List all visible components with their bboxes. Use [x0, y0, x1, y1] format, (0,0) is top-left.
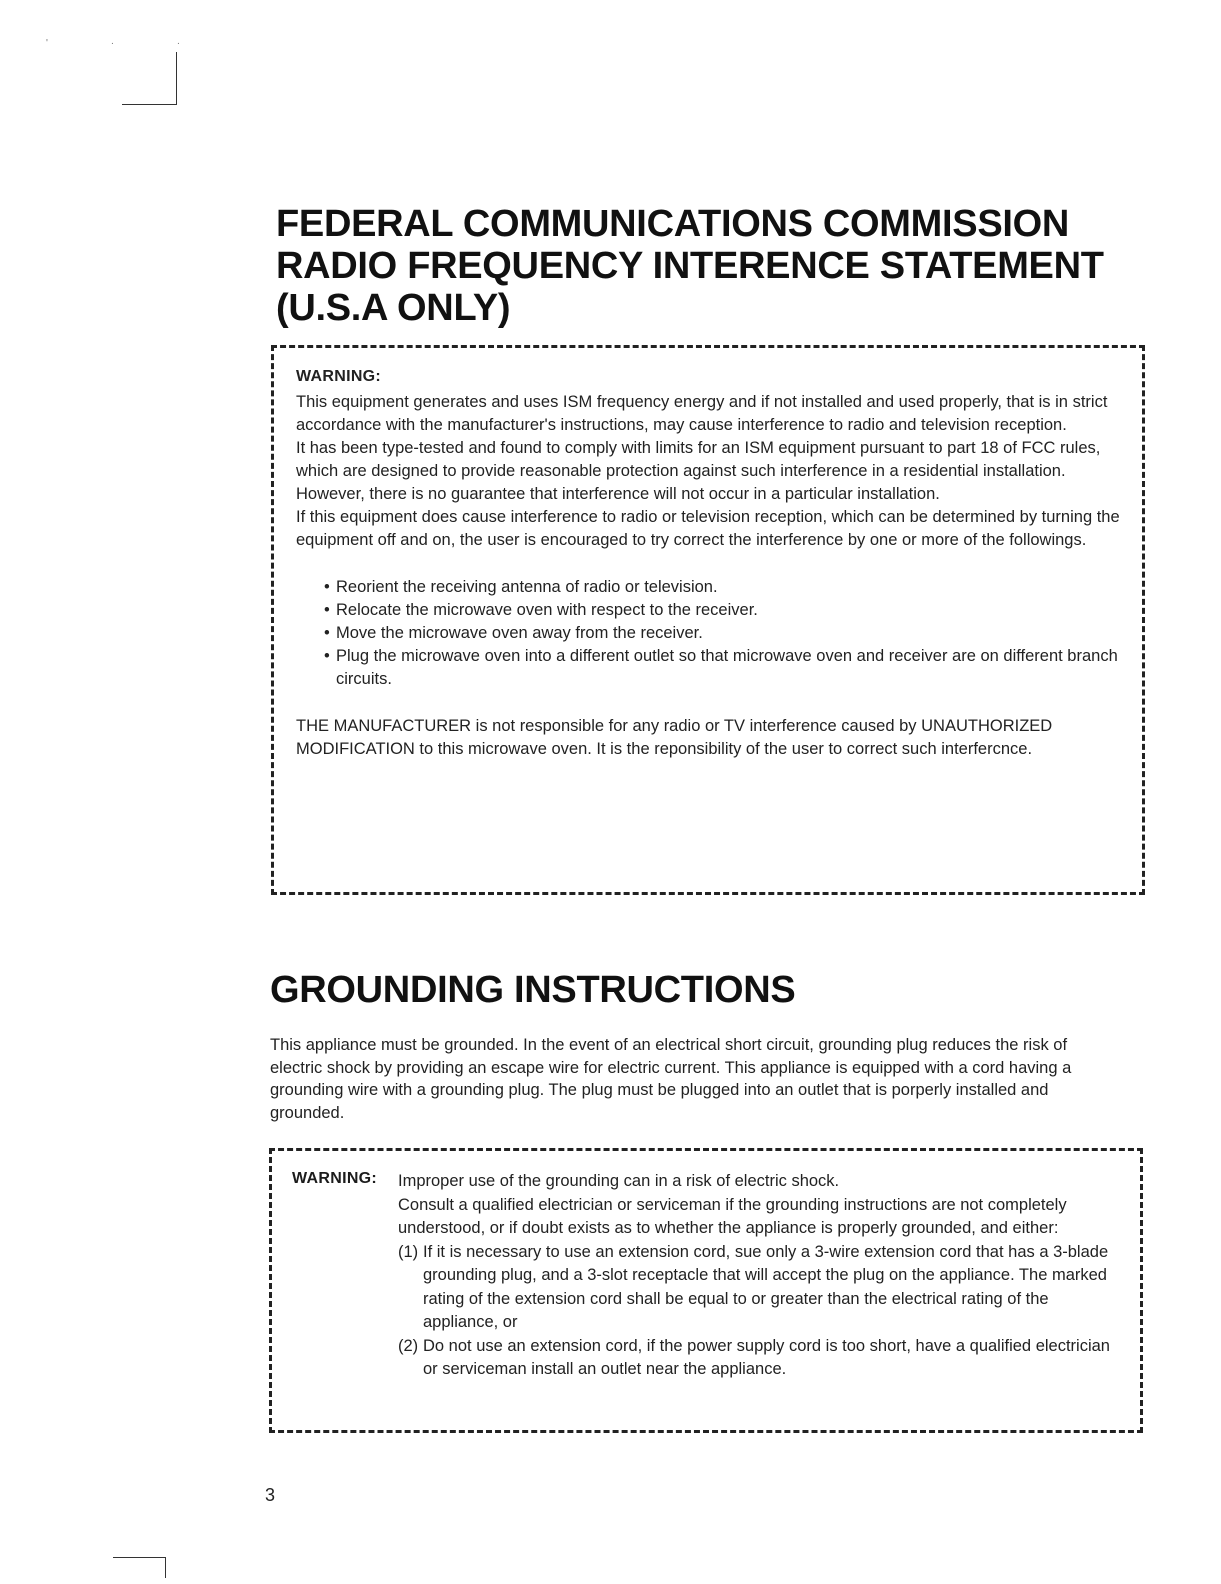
fcc-title-line-3: (U.S.A ONLY): [276, 287, 511, 329]
grounding-warning-consult: Consult a qualified electrician or serviceman if the grounding instructions are not completely understood, or if doubt exists as to whether the appliance is properly grounded, and either:: [398, 1195, 1067, 1237]
list-item: • Reorient the receiving antenna of radio or television.: [324, 576, 1126, 599]
list-item: [398, 1241, 1120, 1335]
item-text: If it is necessary to use an extension cord, sue only a 3-wire extension cord that has a 3-blade grounding plug, and a 3-slot receptacle that will accept the plug on the appliance. The marked rating of the extension cord shall be equal to or greater than the electrical rating of the appliance, or: [423, 1242, 1109, 1331]
item-number: (1): [398, 1242, 419, 1261]
fcc-title-line-1: FEDERAL COMMUNICATIONS COMMISSION: [276, 203, 1070, 245]
crop-mark-bottom: [113, 1557, 166, 1578]
crop-mark-top: [122, 52, 177, 105]
list-item: • Move the microwave oven away from the receiver.: [324, 622, 1126, 645]
fcc-remedy-list: [296, 576, 1126, 691]
fcc-title-line-2: RADIO FREQUENCY INTERENCE STATEMENT: [276, 245, 1104, 287]
fcc-paragraph: However, there is no guarantee that interference will not occur in a particular installation.: [296, 485, 940, 503]
fcc-warning-content: [296, 365, 1126, 761]
item-number: (2): [398, 1336, 419, 1355]
fcc-paragraph: If this equipment does cause interference to radio or television reception, which can be determined by turning the equipment off and on, the user is encouraged to try correct the interference by one or more of the followings.: [296, 508, 1120, 549]
fcc-warning-label: WARNING:: [296, 368, 382, 385]
grounding-title: GROUNDING INSTRUCTIONS: [270, 969, 796, 1011]
page-number: 3: [265, 1485, 276, 1505]
list-item: • Relocate the microwave oven with respect to the receiver.: [324, 599, 1126, 622]
scan-specks: ' · ·: [46, 38, 211, 49]
grounding-warning-body: [398, 1170, 1120, 1382]
grounding-intro: This appliance must be grounded. In the event of an electrical short circuit, grounding plug reduces the risk of electric shock by providing an escape wire for electric current. This appliance is equipped with a cord having a grounding wire with a grounding plug. The plug must be plugged into an outlet that is porperly installed and grounded.: [270, 1036, 1072, 1122]
grounding-warning-label: WARNING:: [292, 1170, 378, 1187]
fcc-statement-title: [276, 203, 1104, 329]
manufacturer-note: THE MANUFACTURER is not responsible for any radio or TV interference caused by UNAUTHORIZED MODIFICATION to this microwave oven. It is the reponsibility of the user to correct such interfercnce.: [296, 717, 1053, 758]
grounding-warning-lead: Improper use of the grounding can in a risk of electric shock.: [398, 1172, 840, 1190]
fcc-paragraph: This equipment generates and uses ISM frequency energy and if not installed and used properly, that is in strict accordance with the manufacturer's instructions, may cause interference to radio and television reception.: [296, 393, 1108, 434]
list-item: • Plug the microwave oven into a different outlet so that microwave oven and receiver are on different branch circuits.: [324, 645, 1126, 691]
item-text: Do not use an extension cord, if the power supply cord is too short, have a qualified electrician or serviceman install an outlet near the appliance.: [423, 1336, 1110, 1378]
fcc-paragraph: It has been type-tested and found to comply with limits for an ISM equipment pursuant to part 18 of FCC rules, which are designed to provide reasonable protection against such interference in a residential installation.: [296, 439, 1101, 480]
list-item: [398, 1335, 1120, 1382]
